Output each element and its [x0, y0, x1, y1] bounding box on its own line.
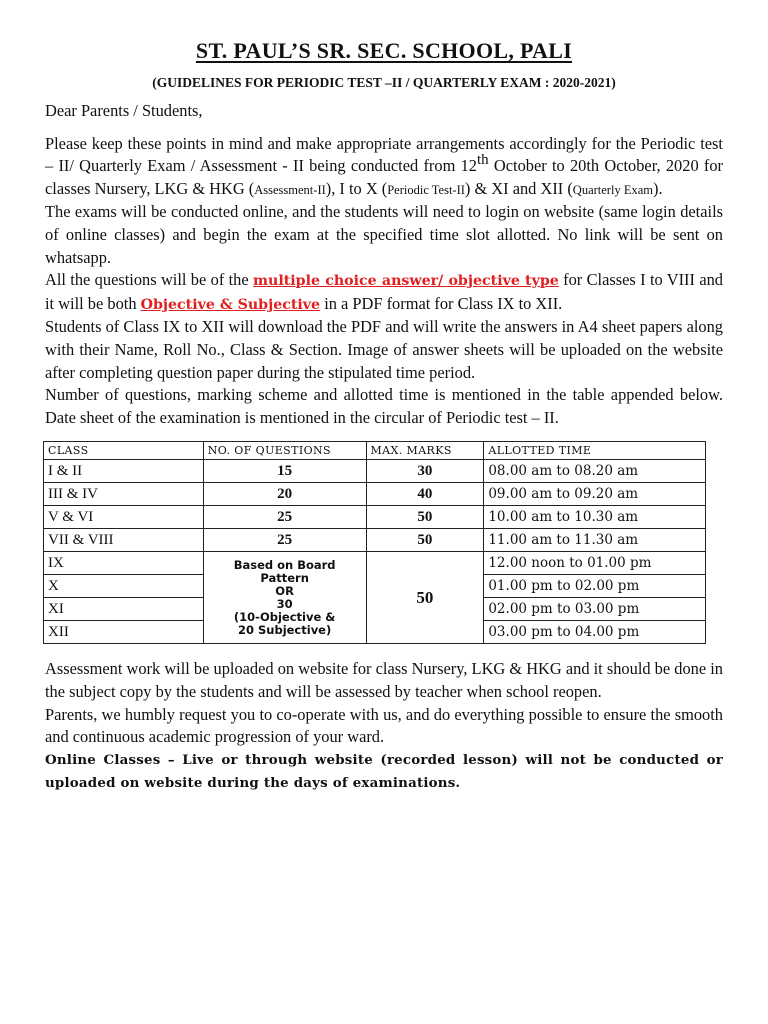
exam-schedule-table	[43, 441, 706, 644]
header-questions: NO. OF QUESTIONS	[203, 442, 366, 460]
senior-marks-cell: 50	[366, 552, 484, 644]
table-row	[44, 483, 706, 506]
cell-class: VII & VIII	[44, 529, 204, 552]
school-name: ST. PAUL’S SR. SEC. SCHOOL, PALI	[195, 38, 573, 63]
para1-text-b: October to 20th October, 2020 for classes Nursery, LKG & HKG (	[45, 156, 724, 198]
header-class: CLASS	[44, 442, 204, 460]
cell-marks: 50	[366, 506, 484, 529]
highlight-objective-type: multiple choice answer/ objective type	[253, 273, 559, 290]
table-row	[44, 460, 706, 483]
board-pattern-line: Based on Board Pattern	[233, 557, 336, 585]
circular-page	[45, 38, 723, 795]
para3-text-c: in a PDF format for Class IX to XII.	[320, 293, 563, 313]
cell-questions: 25	[203, 506, 366, 529]
cell-time: 03.00 pm to 04.00 pm	[484, 621, 706, 644]
paragraph-table-intro: Number of questions, marking scheme and allotted time is mentioned in the table appended below. Date sheet of the examination is mentioned in the circular of Periodic test – II.	[45, 385, 723, 427]
paragraph-answer-sheets: Students of Class IX to XII will download the PDF and will write the answers in A4 sheet papers along with their Name, Roll No., Class & Section. Image of answer sheets will be uploaded on the website after completing question paper during the stipulated time period.	[45, 317, 723, 382]
cell-time: 01.00 pm to 02.00 pm	[484, 575, 706, 598]
cell-class: III & IV	[44, 483, 204, 506]
cell-questions: 15	[203, 460, 366, 483]
highlight-objective-subjective: Objective & Subjective	[140, 296, 321, 313]
greeting: Dear Parents / Students,	[45, 101, 203, 120]
cell-class: XI	[44, 598, 204, 621]
circular-subtitle: (GUIDELINES FOR PERIODIC TEST –II / QUARTERLY EXAM : 2020-2021)	[152, 75, 616, 90]
cell-time: 11.00 am to 11.30 am	[484, 529, 706, 552]
board-pattern-subjective: 20 Subjective)	[237, 622, 332, 637]
para1-text-e: ).	[652, 178, 663, 198]
cell-questions: 25	[203, 529, 366, 552]
para1-text-d: ) & XI and XII (	[464, 178, 573, 198]
paragraph-assessment-work: Assessment work will be uploaded on website for class Nursery, LKG & HKG and it should be done in the subject copy by the students and will be assessed by teacher when school reopen.	[45, 659, 723, 701]
cell-time: 08.00 am to 08.20 am	[484, 460, 706, 483]
paragraph-question-type	[45, 269, 723, 316]
board-pattern-or: OR	[275, 583, 294, 598]
table-row	[44, 506, 706, 529]
cell-class: V & VI	[44, 506, 204, 529]
cell-marks: 50	[366, 529, 484, 552]
board-pattern-objective: (10-Objective &	[233, 609, 336, 624]
header-max-marks: MAX. MARKS	[366, 442, 484, 460]
assessment-label: Assessment-II	[254, 182, 326, 197]
cell-time: 12.00 noon to 01.00 pm	[484, 552, 706, 575]
cell-time: 02.00 pm to 03.00 pm	[484, 598, 706, 621]
table-row	[44, 529, 706, 552]
para3-text-b: for Classes I to VIII and it will be both	[45, 270, 723, 313]
cell-marks: 30	[366, 460, 484, 483]
header-allotted-time: ALLOTTED TIME	[484, 442, 706, 460]
paragraph-online-exam: The exams will be conducted online, and the students will need to login on website (same login details of online classes) and begin the exam at the specified time slot allotted. No link will be sent on whatsapp.	[45, 202, 723, 267]
table-header-row	[44, 442, 706, 460]
para1-text-c: ), I to X (	[325, 178, 388, 198]
superscript-th: th	[476, 152, 489, 169]
cell-time: 10.00 am to 10.30 am	[484, 506, 706, 529]
paragraph-request: Parents, we humbly request you to co-operate with us, and do everything possible to ensure the smooth and continuous academic progression of your ward.	[45, 704, 723, 747]
cell-questions: 20	[203, 483, 366, 506]
cell-class: X	[44, 575, 204, 598]
para1-text-a: Please keep these points in mind and make appropriate arrangements accordingly for the Periodic test – II/ Quarterly Exam / Assessment - II being conducted from 12	[45, 133, 723, 176]
cell-class: IX	[44, 552, 204, 575]
periodic-test-label: Periodic Test-II	[387, 182, 465, 197]
board-pattern-cell	[203, 552, 366, 644]
cell-marks: 40	[366, 483, 484, 506]
table-row	[44, 552, 706, 575]
para3-text-a: All the questions will be of the	[45, 270, 254, 290]
cell-class: XII	[44, 621, 204, 644]
paragraph-exam-schedule	[45, 133, 723, 202]
cell-class: I & II	[44, 460, 204, 483]
paragraph-online-classes-note: Online Classes – Live or through website (recorded lesson) will not be conducted or uploaded on website during the days of examinations.	[45, 751, 723, 791]
cell-time: 09.00 am to 09.20 am	[484, 483, 706, 506]
board-pattern-count: 30	[276, 596, 293, 611]
quarterly-exam-label: Quarterly Exam	[572, 182, 653, 197]
